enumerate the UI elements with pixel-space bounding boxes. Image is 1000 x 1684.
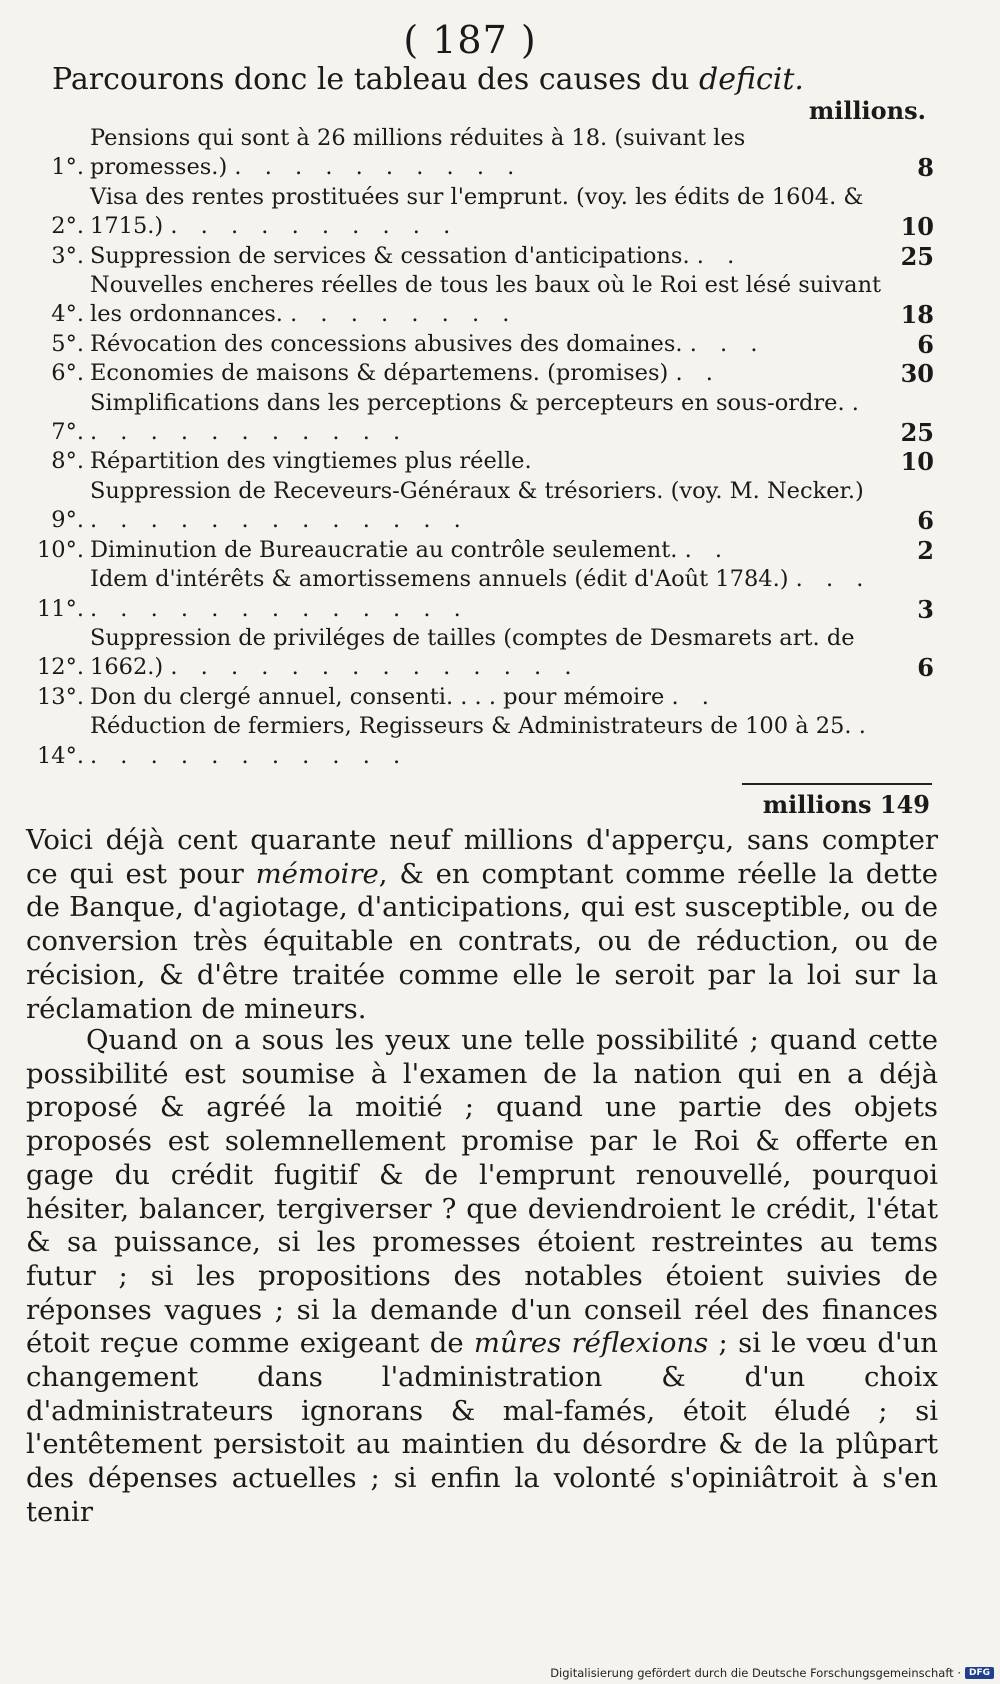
item-text: Pensions qui sont à 26 millions réduites à 18. (suivant les promesses.) [90,125,746,181]
list-item: 3°. Suppression de services & cessation d'anticipations. . . 25 [24,242,934,271]
dfg-logo-icon: DFG [965,1667,994,1679]
item-text: Réduction de fermiers, Regisseurs & Administrateurs de 100 à 25. [90,713,852,740]
item-number: 7°. [51,419,84,446]
item-number: 6°. [51,360,84,387]
paragraph-1-before: Voici déjà cent quarante neuf millions d'apperçu, sans compter ce qui est pour [26,824,938,890]
item-number: 11°. [36,595,84,622]
item-text: Visa des rentes prostituées sur l'emprunt. (voy. les édits de 1604. & 1715.) [90,183,864,240]
item-value: 3 [917,594,934,624]
item-text: Diminution de Bureaucratie au contrôle seulement. [90,536,678,563]
paragraph-1 [26,824,938,1026]
item-value: 25 [900,241,934,271]
item-value: 10 [900,212,934,242]
footer-text: Digitalisierung gefördert durch die Deutsche Forschungsgemeinschaft · [550,1666,961,1680]
item-value: 10 [900,447,934,477]
list-item: 4°. Nouvelles encheres réelles de tous les baux où le Roi est lésé suivant les ordonnances. . . . . . . . . 18 [24,271,934,330]
deficit-items-list [24,124,934,771]
column-unit-label: millions. [808,96,926,125]
total-rule [742,783,932,785]
item-number: 5°. [51,330,84,357]
item-text: Suppression de priviléges de tailles (comptes de Desmarets art. de 1662.) [90,624,855,681]
item-value: 25 [900,418,934,448]
paragraph-2-after: ; si le vœu d'un changement dans l'administration & d'un choix d'administrateurs ignorans & mal-famés, étoit éludé ; si l'entêtement persistoit au maintien du désordre & de la plûpart des dépenses actuelles ; si enfin la volonté s'opiniâtroit à s'en tenir [26,1327,938,1528]
heading-italic: deficit. [699,62,804,97]
paragraph-2 [26,1024,938,1530]
paragraph-1-italic: mémoire [255,857,379,890]
item-number: 12°. [36,654,84,681]
item-value: 8 [917,153,934,183]
item-text: Simplifications dans les perceptions & percepteurs en sous-ordre. [90,389,845,416]
list-item [24,447,934,476]
item-number: 3°. [51,242,84,269]
list-item: 7°. Simplifications dans les perceptions & percepteurs en sous-ordre. . . . . . . . . . . . . 25 [24,389,934,448]
total-value: millions 149 [762,790,930,819]
item-value: 2 [917,535,934,565]
item-number: 13°. [36,683,84,710]
item-value: 6 [917,506,934,536]
item-number: 9°. [51,507,84,534]
section-heading [52,62,804,97]
item-text: Idem d'intérêts & amortissemens annuels (édit d'Août 1784.) [90,566,789,593]
item-text: Suppression de Receveurs-Généraux & trésoriers. (voy. M. Necker.) [90,477,864,504]
item-number: 14°. [36,742,84,769]
item-text: Révocation des concessions abusives des domaines. [90,330,683,357]
item-value: 6 [917,653,934,683]
digitization-footer [550,1666,994,1680]
item-value: 30 [900,359,934,389]
paragraph-2-italic: mûres réflexions [473,1327,709,1360]
item-text: Economies de maisons & départemens. (promises) [90,360,669,387]
item-number: 2°. [51,213,84,240]
paragraph-1-after: , & en comptant comme réelle la dette de Banque, d'agiotage, d'anticipations, qui est susceptible, ou de conversion très équitable en contrats, ou de réduction, ou de récision, & d'être traitée comme elle le seroit par la loi sur la réclamation de mineurs. [26,857,938,1025]
list-item: 6°. Economies de maisons & départemens. (promises) . . 30 [24,359,934,388]
page-number: ( 187 ) [403,18,537,62]
list-item: 1°. Pensions qui sont à 26 millions réduites à 18. (suivant les promesses.) . . . . . . . . . . 8 [24,124,934,183]
item-number: 4°. [51,301,84,328]
list-item: 11°. Idem d'intérêts & amortissemens annuels (édit d'Août 1784.) . . . . . . . . . . . . . . . . 3 [24,565,934,624]
item-text: Suppression de services & cessation d'anticipations. [90,242,690,269]
list-item: 2°. Visa des rentes prostituées sur l'emprunt. (voy. les édits de 1604. & 1715.) . . . . . . . . . . 10 [24,183,934,242]
list-item: 9°. Suppression de Receveurs-Généraux & trésoriers. (voy. M. Necker.) . . . . . . . . . . . . . 6 [24,477,934,536]
item-number: 8°. [51,448,84,475]
item-text: Don du clergé annuel, consenti. . . . pour mémoire [90,683,665,710]
item-value: 6 [917,329,934,359]
list-item: 12°. Suppression de priviléges de tailles (comptes de Desmarets art. de 1662.) . . . . . . . . . . . . . . 6 [24,624,934,683]
item-number: 10°. [36,536,84,563]
list-item: 13°. Don du clergé annuel, consenti. . . . pour mémoire . . [24,683,934,712]
item-number: 1°. [51,154,84,181]
list-item: 14°. Réduction de fermiers, Regisseurs & Administrateurs de 100 à 25. . . . . . . . . . . . . [24,712,934,771]
paragraph-2-before: Quand on a sous les yeux une telle possibilité ; quand cette possibilité est soumise à l'examen de la nation qui en a déjà proposé & agréé la moitié ; quand une partie des objets proposés est solemnellement promise par le Roi & offerte en gage du crédit fugitif & de l'emprunt renouvellé, pourquoi hésiter, balancer, tergiverser ? que deviendroient le crédit, l'état & sa puissance, si les promesses étoient restreintes au tems futur ; si les propositions des notables étoient suivies de réponses vagues ; si la demande d'un conseil réel des finances étoit reçue comme exigeant de [26,1024,938,1360]
heading-text: Parcourons donc le tableau des causes du [52,62,699,97]
list-item: 5°. Révocation des concessions abusives des domaines. . . . 6 [24,330,934,359]
item-text: Répartition des vingtiemes plus réelle. [90,448,532,475]
item-text: Nouvelles encheres réelles de tous les baux où le Roi est lésé suivant les ordonnances. [90,272,882,328]
list-item: 10°. Diminution de Bureaucratie au contrôle seulement. . . 2 [24,536,934,565]
item-value: 18 [900,300,934,330]
